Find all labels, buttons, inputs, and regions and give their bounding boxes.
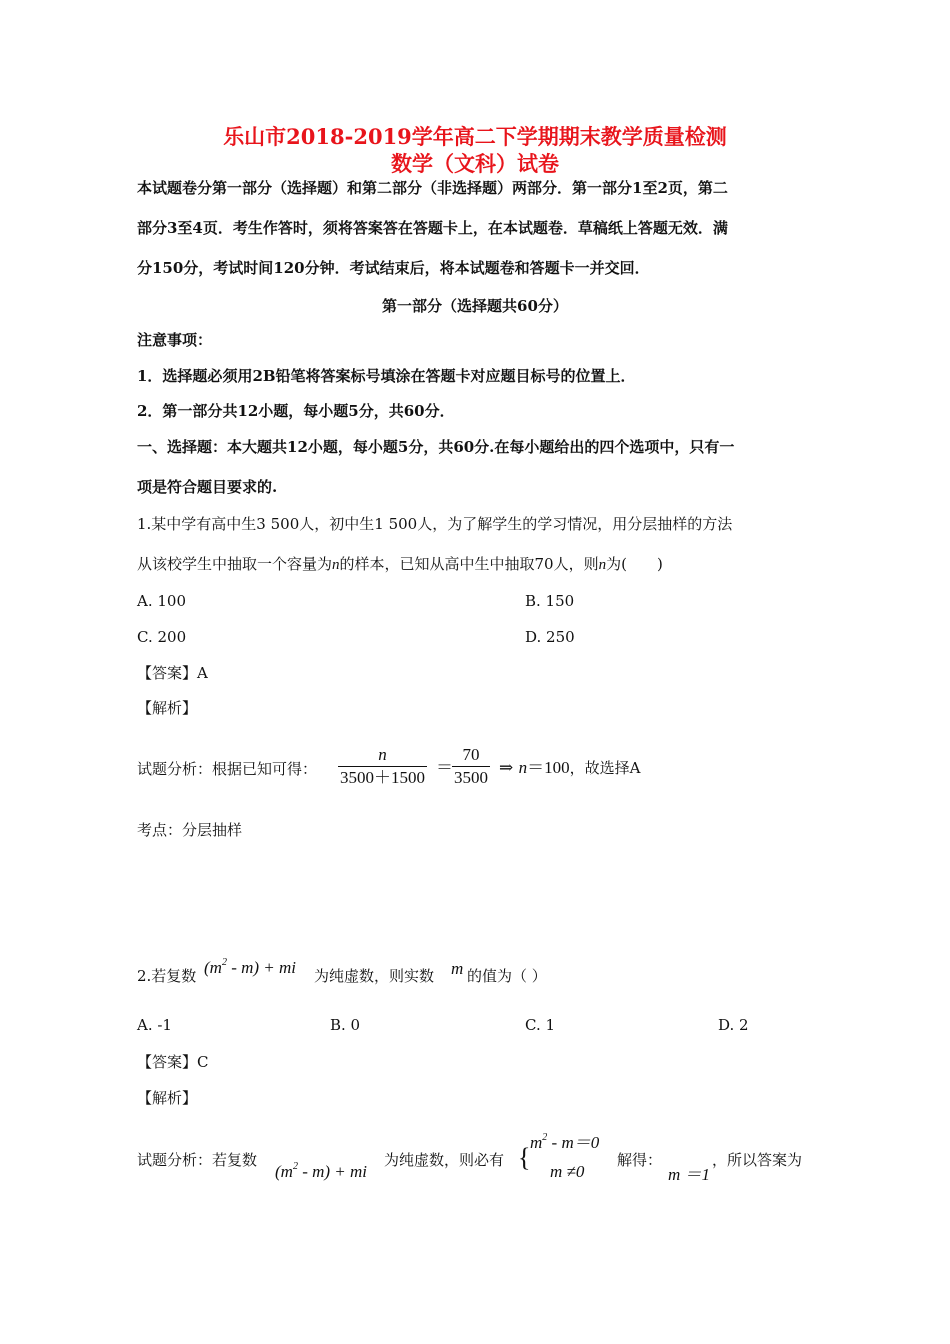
q2-system-brace: { (518, 1143, 531, 1172)
q2-system-line1 (530, 1133, 599, 1156)
q1-equals-sign: ＝ (436, 758, 453, 777)
q2-analysis-prefix: 试题分析：若复数 (137, 1151, 258, 1169)
q1-var-n: n (332, 557, 340, 573)
q2-stem-rest (314, 966, 434, 986)
q1-frac2-denominator: 3500 (454, 768, 488, 787)
q2-option-c: C. 1 (525, 1016, 556, 1034)
intro-line3: 分150分，考试时间120分钟．考试结束后，将本试题卷和答题卡一并交回． (137, 259, 650, 277)
q1-option-b: B. 150 (525, 592, 575, 610)
q1-var-n-2: n (598, 557, 607, 573)
q1-analysis-label: 【解析】 (137, 699, 198, 717)
q2-expr-a: (m (204, 958, 222, 977)
section-heading-line2: 项是符合题目要求的. (137, 478, 278, 496)
q1-option-a: A. 100 (137, 592, 186, 610)
q2-solve-label: 解得： (617, 1151, 663, 1169)
q2-solution: m ＝1 (668, 1165, 711, 1184)
q2-stem-prefix: 2.若复数 (137, 967, 197, 985)
q1-analysis-suffix: ，故选择A (569, 759, 641, 777)
q1-result-var: n (518, 758, 528, 777)
q1-analysis-prefix: 试题分析：根据已知可得： (137, 760, 318, 778)
q2-expression (204, 958, 296, 981)
intro-line1: 本试题卷分第一部分（选择题）和第二部分（非选择题）两部分．第一部分1至2页，第二 (137, 179, 728, 197)
q1-frac1-denominator: 3500＋1500 (340, 768, 425, 787)
q1-stem-text-a: 从该校学生中抽取一个容量为 (137, 555, 333, 573)
q1-option-d: D. 250 (525, 628, 575, 646)
q1-stem-text-b: 的样本，已知从高中生中抽取70人，则 (339, 555, 599, 573)
q2-an-expr-a: (m (275, 1162, 293, 1181)
q2-analysis-label: 【解析】 (137, 1089, 198, 1107)
q2-system-line2: m ≠0 (550, 1162, 585, 1181)
q1-answer: 【答案】A (137, 664, 208, 682)
q1-frac1-numerator: n (378, 745, 387, 764)
q2-option-a: A. -1 (137, 1016, 172, 1034)
q2-stem-mid: 为纯虚数，则实数 (314, 967, 435, 985)
q2-answer: 【答案】C (137, 1053, 209, 1071)
section-heading-line1: 一、选择题：本大题共12小题，每小题5分，共60分.在每小题给出的四个选项中，只有一 (137, 438, 735, 456)
q2-stem-suffix: 的值为（ ） (467, 967, 547, 985)
q1-frac2-numerator: 70 (462, 745, 480, 764)
q2-an-expr-sup: 2 (292, 1161, 298, 1172)
q1-fraction-1 (338, 744, 427, 789)
q2-var-m: m (451, 959, 464, 978)
q2-expr-b: - m) + mi (226, 958, 297, 977)
q2-an-expr-b: - m) + mi (297, 1162, 368, 1181)
q2-expr-sup: 2 (221, 957, 227, 968)
q1-stem-text-c: 为( ) (606, 555, 663, 573)
q1-implies-arrow: ⇒ (499, 758, 514, 777)
exam-title-line1: 乐山市2018-2019学年高二下学期期末教学质量检测 (223, 124, 727, 149)
q1-point: 考点：分层抽样 (137, 821, 243, 839)
part1-heading: 第一部分（选择题共60分） (382, 297, 568, 315)
notes-title: 注意事项： (137, 331, 213, 349)
q2-stem (137, 966, 196, 986)
q2-option-d: D. 2 (718, 1016, 749, 1034)
q1-stem-line2 (137, 554, 663, 575)
intro-line2: 部分3至4页．考生作答时，须将答案答在答题卡上，在本试题卷．草稿纸上答题无效．满 (137, 219, 728, 237)
q1-stem-line1: 1.某中学有高中生3 500人，初中生1 500人，为了解学生的学习情况，用分层抽样的方法 (137, 515, 733, 533)
exam-title-line2: 数学（文科）试卷 (391, 151, 559, 176)
note-1: 1．选择题必须用2B铅笔将答案标号填涂在答题卡对应题目标号的位置上． (137, 367, 636, 385)
q2-sys1-a: m (530, 1133, 543, 1152)
q2-sys1-sup: 2 (542, 1132, 548, 1143)
q1-result (499, 758, 641, 778)
q2-analysis-suffix: ，所以答案为 (712, 1151, 803, 1169)
q2-analysis-expression (275, 1162, 367, 1185)
q2-sys1-b: - m＝0 (547, 1133, 600, 1152)
q1-fraction-2 (452, 744, 490, 789)
note-2: 2．第一部分共12小题，每小题5分，共60分． (137, 402, 455, 420)
q2-option-b: B. 0 (330, 1016, 361, 1034)
q1-result-value: ＝100 (527, 758, 570, 777)
q2-analysis-mid: 为纯虚数，则必有 (384, 1151, 505, 1169)
q1-option-c: C. 200 (137, 628, 187, 646)
